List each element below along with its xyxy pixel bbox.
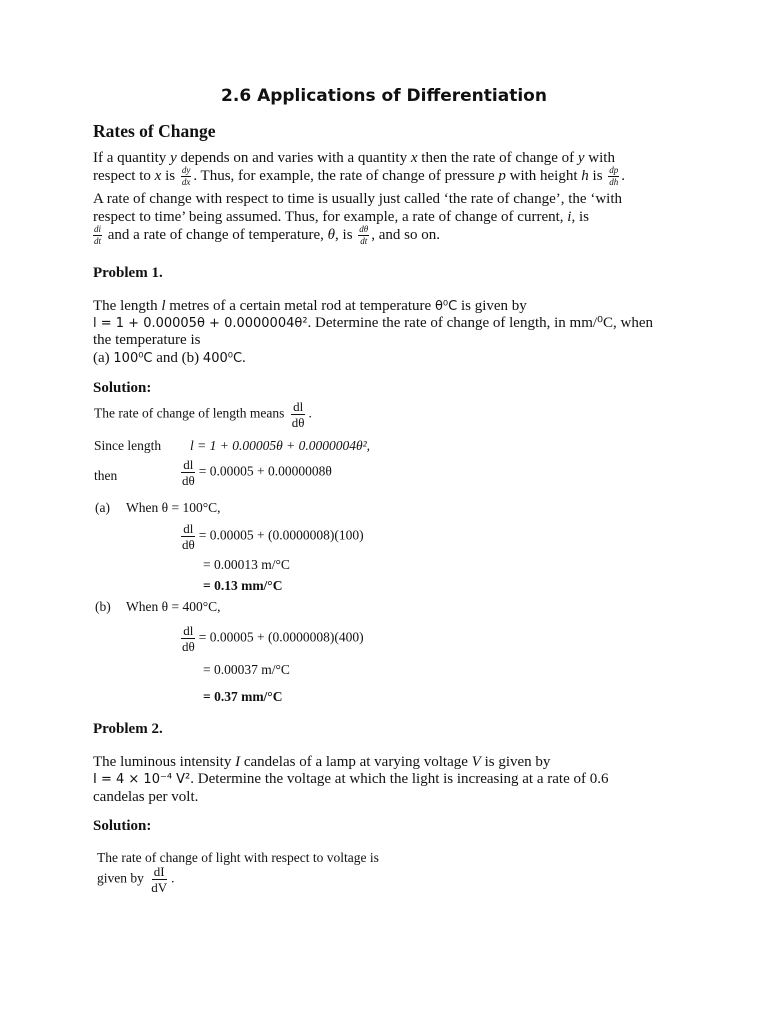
- problem-1-line-4: (a) 100⁰C and (b) 400⁰C.: [93, 350, 246, 366]
- intensity-equation: I = 4 × 10⁻⁴ V²: [93, 772, 191, 787]
- solution-2-line-1: The rate of change of light with respect to voltage is: [97, 850, 379, 865]
- intro-line-4: respect to time’ being assumed. Thus, for example, a rate of change of current, i, is: [93, 209, 589, 225]
- solution-1-part-b-step-1: $\frac{dl}{d\theta}$ = 0.00005 + (0.0000008)(400): [182, 623, 364, 654]
- intro-line-1: If a quantity y depends on and varies with a quantity x then the rate of change of y with: [93, 150, 615, 166]
- solution-1-since: Since length: [94, 438, 162, 453]
- fraction-dp-dh: $\frac{dp}{dh}$: [609, 165, 619, 187]
- solution-1-part-a-answer: = 0.13 mm/°C: [203, 578, 283, 593]
- fraction-dy-dx: $\frac{dy}{dx}$: [181, 165, 191, 187]
- solution-1-part-a-label: (a): [95, 500, 110, 515]
- solution-1-part-a-when: When θ = 100°C,: [126, 500, 221, 515]
- fraction-di-dt: $\frac{di}{dt}$: [94, 224, 102, 246]
- intro-line-3: A rate of change with respect to time is usually just called ‘the rate of change’, the ‘with: [93, 191, 622, 207]
- fraction-dtheta-dt: $\frac{d\theta}{dt}$: [359, 224, 369, 246]
- section-heading: Rates of Change: [93, 121, 216, 141]
- solution-1-derivative: $\frac{dl}{d\theta}$ = 0.00005 + 0.0000008θ: [182, 457, 332, 488]
- intro-line-5: $\frac{di}{dt}$ and a rate of change of temperature, θ, is $\frac{d\theta}{dt}$ , and so on.: [94, 224, 440, 246]
- solution-1-then: then: [94, 468, 118, 483]
- page-title: 2.6 Applications of Differentiation: [221, 86, 547, 106]
- solution-1-part-a-step-2: = 0.00013 m/°C: [203, 557, 290, 572]
- intro-line-2: respect to x is $\frac{dy}{dx}$ . Thus, for example, the rate of change of pressure p with height h is $\frac{dp}{dh}$ .: [93, 165, 626, 187]
- problem-1-line-2: l = 1 + 0.00005θ + 0.0000004θ². Determine the rate of change of length, in mm/⁰C, when: [93, 315, 654, 331]
- problem-1-heading: Problem 1.: [93, 265, 163, 281]
- solution-1-part-b-answer: = 0.37 mm/°C: [203, 689, 283, 704]
- solution-1-length-eq: l = 1 + 0.00005θ + 0.0000004θ²,: [190, 438, 371, 453]
- solution-1-part-b-label: (b): [95, 599, 111, 614]
- solution-2-line-2: given by $\frac{dI}{dV}$ .: [97, 864, 175, 895]
- solution-1-part-b-step-2: = 0.00037 m/°C: [203, 662, 290, 677]
- problem-2-heading: Problem 2.: [93, 721, 163, 737]
- problem-1-line-1: The length l metres of a certain metal rod at temperature θ⁰C is given by: [93, 298, 527, 314]
- problem-2-line-3: candelas per volt.: [93, 789, 199, 805]
- problem-2-line-2: I = 4 × 10⁻⁴ V². Determine the voltage at which the light is increasing at a rate of 0.6: [93, 771, 609, 787]
- solution-1-part-b-when: When θ = 400°C,: [126, 599, 221, 614]
- solution-1-part-a-step-1: $\frac{dl}{d\theta}$ = 0.00005 + (0.0000008)(100): [182, 521, 364, 552]
- solution-1-heading: Solution:: [93, 380, 152, 396]
- problem-2-line-1: The luminous intensity I candelas of a lamp at varying voltage V is given by: [93, 754, 551, 770]
- solution-2-heading: Solution:: [93, 818, 152, 834]
- problem-1-line-3: the temperature is: [93, 332, 201, 348]
- length-equation: l = 1 + 0.00005θ + 0.0000004θ²: [93, 316, 308, 331]
- solution-1-line-1: The rate of change of length means $\frac{dl}{d\theta}$ .: [94, 399, 312, 430]
